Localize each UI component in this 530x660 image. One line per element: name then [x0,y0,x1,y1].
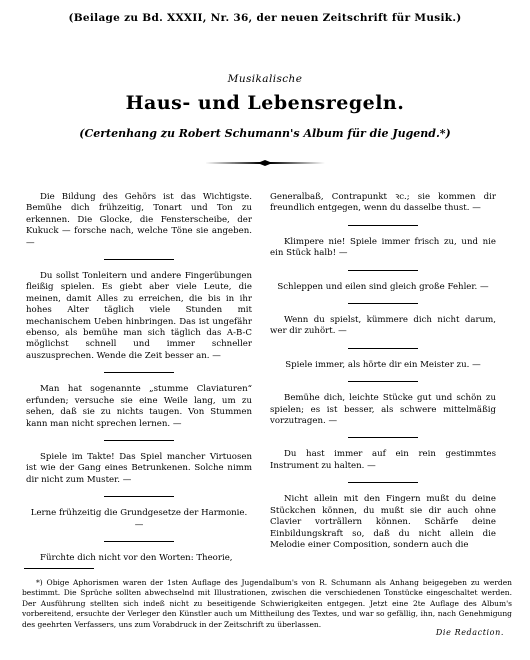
right-column [270,192,496,551]
rule-separator [348,482,418,483]
rule-paragraph: Schleppen und eilen sind gleich große Fehler. — [277,281,489,292]
rule-separator [104,496,174,497]
ornament-divider-icon [205,160,325,166]
rule-separator [104,372,174,373]
rule-separator [348,348,418,349]
editor-signature: Die Redaction. [435,628,504,637]
rule-separator [348,437,418,438]
footnote-rule [24,568,94,569]
rule-paragraph: Wenn du spielst, kümmere dich nicht darum, wer dir zuhört. — [270,315,496,337]
rule-separator [104,440,174,441]
supplement-header: (Beilage zu Bd. XXXII, Nr. 36, der neuen Zeitschrift für Musik.) [68,12,462,24]
rule-separator [348,381,418,382]
rule-paragraph: Spiele immer, als hörte dir ein Meister zu. — [285,359,481,370]
rule-separator [348,225,418,226]
rule-paragraph: Man hat sogenannte „stumme Claviaturen“ erfunden; versuche sie eine Weile lang, um zu sehen, daß sie zu nichts taugen. Von Stummen kann man nicht sprechen lernen. — [26,384,252,429]
left-column [26,192,252,564]
kicker-heading: Musikalische [227,73,303,85]
rule-separator [104,541,174,542]
rule-paragraph: Bemühe dich, leichte Stücke gut und schön zu spielen; es ist besser, als schwere mittelmäßig vorzutragen. — [270,393,496,427]
rule-paragraph: Nicht allein mit den Fingern mußt du deine Stückchen können, du mußt sie dir auch ohne Clavier vorträllern können. Schärfe deine Einbildungskraft so, daß du nicht allein die Melodie einer Composition, sondern auch die [270,494,496,550]
rule-paragraph: Generalbaß, Contrapunkt ꝛc.; sie kommen dir freundlich entgegen, wenn du dasselbe thust. — [270,192,496,214]
page-subtitle: (Certenhang zu Robert Schumann's Album für die Jugend.*) [79,127,451,140]
rule-separator [348,303,418,304]
footnote-text: *) Obige Aphorismen waren der 1sten Auflage des Jugendalbum's von R. Schumann als Anhang beigegeben zu werden bestimmt. Die Sprüche sollten abwechselnd mit Illustrationen, zwischen die verschiedenen Tonstücke eingeschaltet werden. Der Ausführung stellten sich indeß nicht zu beseitigende Schwierigkeiten entgegen. Jetzt eine 2te Auflage des Album's vorbereitend, ersuchte der Verleger den Künstler auch um Mittheilung des Textes, und war so gefällig, ihn, nach Genehmigung des geehrten Verfassers, uns zum Vorabdruck in der Zeitschrift zu überlassen. [22,578,512,629]
rule-paragraph: Du hast immer auf ein rein gestimmtes Instrument zu halten. — [270,449,496,471]
rule-paragraph: Du sollst Tonleitern und andere Fingerübungen fleißig spielen. Es giebt aber viele Leute, die meinen, damit Alles zu erreichen, die bis in ihr hohes Alter täglich viele Stunden mit mechanischem Ueben hinbringen. Das ist ungefähr ebenso, als bemühe man sich täglich das A-B-C möglichst schnell und immer schneller auszusprechen. Wende die Zeit besser an. — [26,271,252,361]
footnote [22,578,512,630]
rule-paragraph: Spiele im Takte! Das Spiel mancher Virtuosen ist wie der Gang eines Betrunkenen. Solche nimm dir nicht zum Muster. — [26,451,252,485]
rule-paragraph: Fürchte dich nicht vor den Worten: Theorie, [40,552,233,563]
rule-separator [348,270,418,271]
rule-paragraph: Die Bildung des Gehörs ist das Wichtigste. Bemühe dich frühzeitig, Tonart und Ton zu erkennen. Die Glocke, die Fensterscheibe, der Kukuck — forsche nach, welche Töne sie angeben. — [26,192,252,248]
page-title: Haus- und Lebensregeln. [125,92,405,114]
rule-paragraph: Klimpere nie! Spiele immer frisch zu, und nie ein Stück halb! — [270,236,496,259]
rule-separator [104,259,174,260]
rule-paragraph: Lerne frühzeitig die Grundgesetze der Harmonie. — [30,508,248,530]
